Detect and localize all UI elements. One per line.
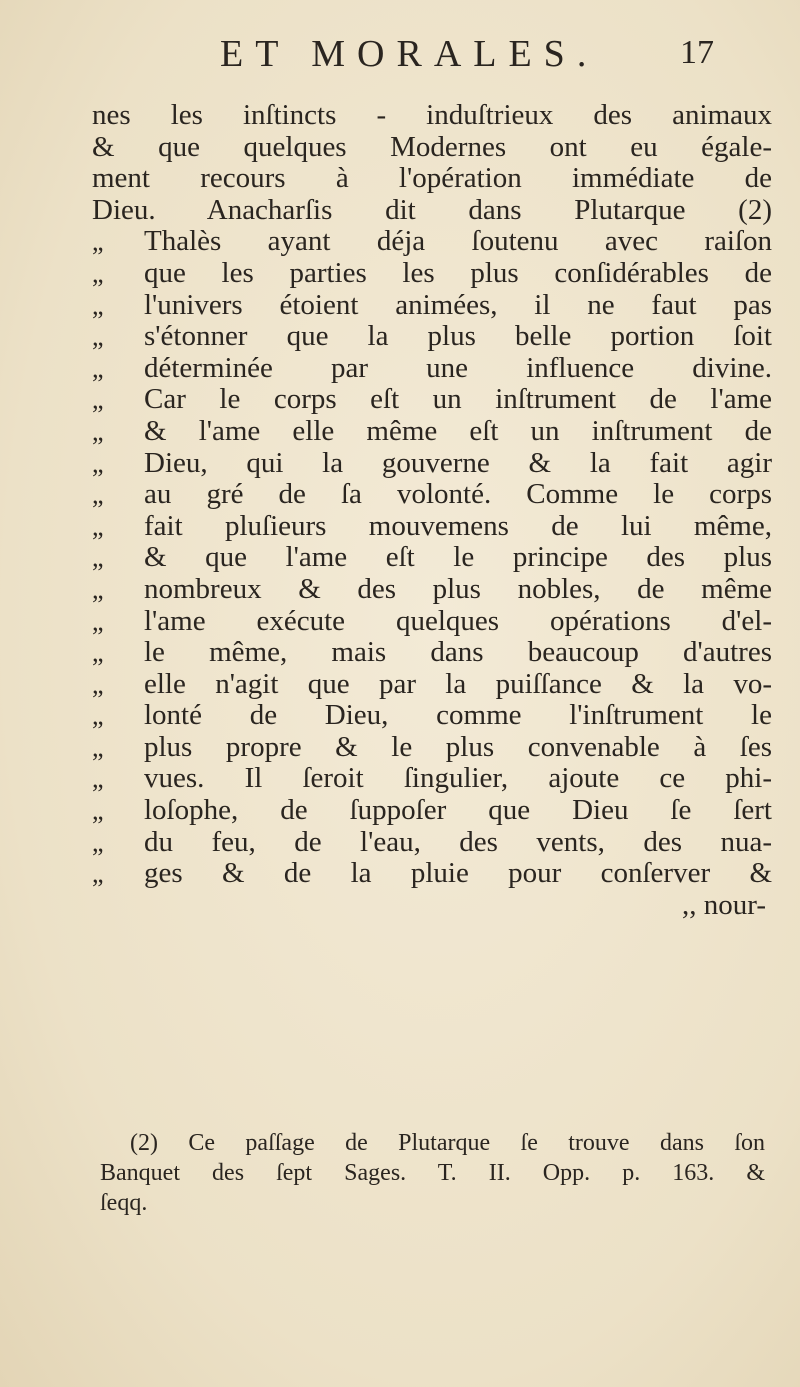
quoted-line: „ s'étonner que la plus belle portion ſoit (92, 320, 772, 353)
quoted-line: „ au gré de ſa volonté. Comme le corps (92, 478, 772, 511)
quote-mark: „ (92, 543, 104, 573)
footnote-line: Banquet des ſept Sages. T. II. Opp. p. 163. & (100, 1160, 765, 1186)
quoted-line: „ Thalès ayant déja ſoutenu avec raiſon (92, 225, 772, 258)
quote-mark: „ (92, 827, 104, 857)
quoted-line: „ ges & de la pluie pour conſerver & (92, 857, 772, 890)
quoted-line: „ l'univers étoient animées, il ne faut pas (92, 288, 772, 321)
quoted-line: „ & que l'ame eſt le principe des plus (92, 541, 772, 574)
catchword: ,, nour- (682, 888, 766, 921)
quoted-line: „ loſophe, de ſuppoſer que Dieu ſe ſert (92, 794, 772, 827)
quote-mark: „ (92, 796, 104, 826)
text-line: Dieu. Anacharſis dit dans Plutarque (2) (92, 193, 772, 226)
page-header (0, 32, 800, 92)
footnote (100, 1128, 765, 1218)
quote-mark: „ (92, 606, 104, 636)
quote-mark: „ (92, 322, 104, 352)
quote-mark: „ (92, 859, 104, 889)
quote-mark: „ (92, 258, 104, 288)
quoted-line: „ fait pluſieurs mouvemens de lui même, (92, 509, 772, 542)
quoted-line: „ nombreux & des plus nobles, de même (92, 572, 772, 605)
quoted-line: „ Car le corps eſt un inſtrument de l'ame (92, 383, 772, 416)
quote-mark: „ (92, 480, 104, 510)
quoted-line: „ plus propre & le plus convenable à ſes (92, 730, 772, 763)
quote-mark: „ (92, 764, 104, 794)
quoted-line: „ vues. Il ſeroit ſingulier, ajoute ce phi- (92, 762, 772, 795)
quote-mark: „ (92, 227, 104, 257)
text-line: nes les inſtincts - induſtrieux des animaux (92, 99, 772, 131)
quoted-line: „ du feu, de l'eau, des vents, des nua- (92, 825, 772, 858)
quote-mark: „ (92, 416, 104, 446)
quoted-line: „ le même, mais dans beaucoup d'autres (92, 636, 772, 669)
quoted-line: „ Dieu, qui la gouverne & la fait agir (92, 446, 772, 479)
quote-mark: „ (92, 669, 104, 699)
quote-mark: „ (92, 638, 104, 668)
text-line: ment recours à l'opération immédiate de (92, 162, 772, 195)
quote-mark: „ (92, 732, 104, 762)
quoted-line: „ l'ame exécute quelques opérations d'el- (92, 604, 772, 637)
quote-mark: „ (92, 290, 104, 320)
footnote-line: (2) Ce paſſage de Plutarque ſe trouve dans ſon (130, 1130, 765, 1156)
quote-mark: „ (92, 574, 104, 604)
quoted-line: „ elle n'agit que par la puiſſance & la vo- (92, 667, 772, 700)
main-text (92, 100, 772, 921)
page-number: 17 (680, 34, 714, 71)
footnote-line: ſeqq. (100, 1190, 148, 1216)
quoted-line: „ que les parties les plus conſidérables de (92, 256, 772, 289)
quote-mark: „ (92, 701, 104, 731)
quote-mark: „ (92, 448, 104, 478)
quote-mark: „ (92, 385, 104, 415)
quote-mark: „ (92, 353, 104, 383)
quoted-line: „ & l'ame elle même eſt un inſtrument de (92, 414, 772, 447)
quoted-line: „ lonté de Dieu, comme l'inſtrument le (92, 699, 772, 732)
quoted-line: „ déterminée par une influence divine. (92, 351, 772, 384)
text-line: & que quelques Modernes ont eu égale- (92, 130, 772, 163)
quote-mark: „ (92, 511, 104, 541)
running-head: ET MORALES. (220, 33, 599, 75)
